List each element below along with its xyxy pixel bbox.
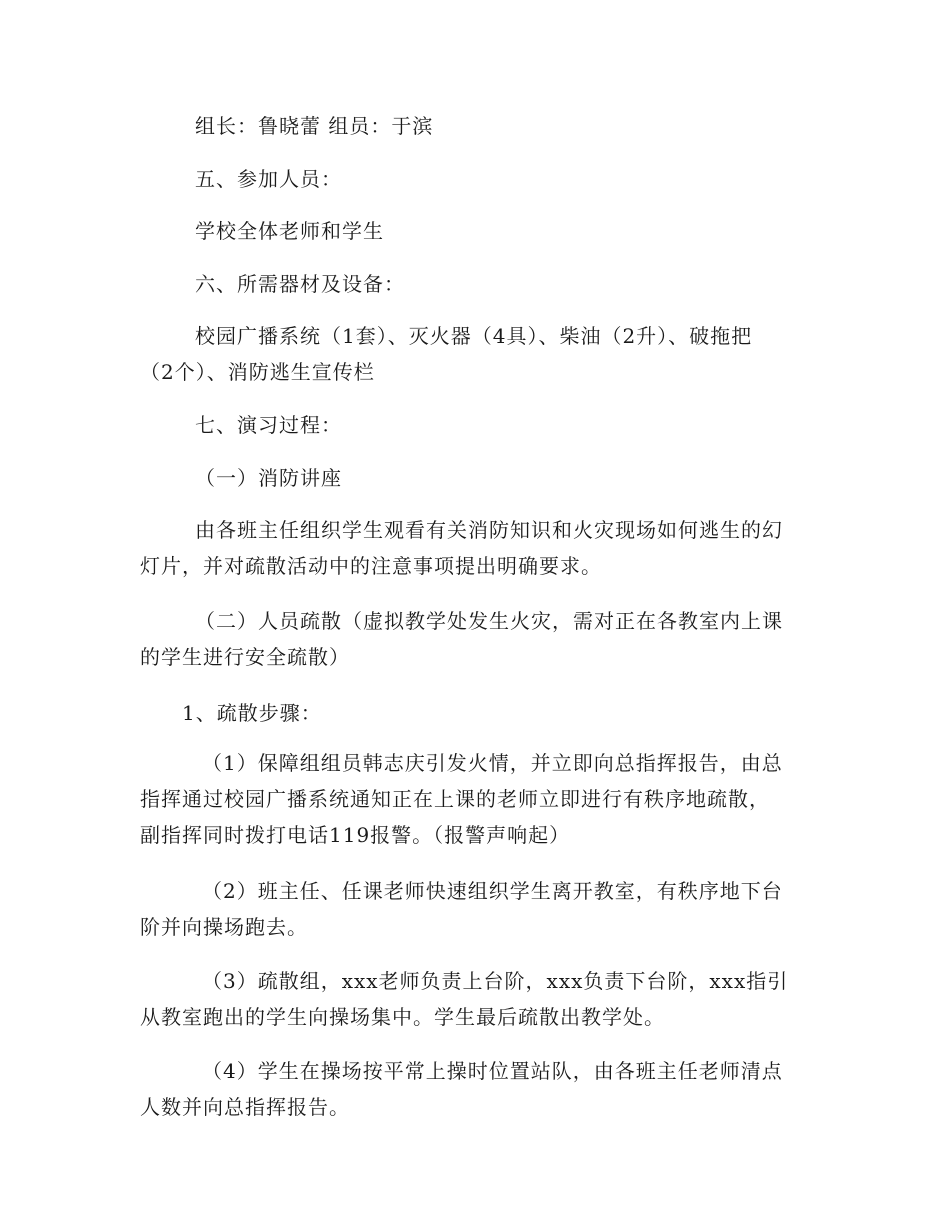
text-line: 组长：鲁晓蕾 组员：于滨 [195, 114, 434, 138]
text-line: 阶并向操场跑去。 [140, 915, 308, 939]
section-6-heading [140, 266, 810, 302]
text-line: （2个）、消防逃生宣传栏 [140, 360, 375, 384]
lecture-paragraph [140, 512, 810, 584]
text-line: 指挥通过校园广播系统通知正在上课的老师立即进行有秩序地疏散， [140, 787, 770, 811]
subsection-2-paragraph [140, 603, 810, 675]
text-line: 人数并向总指挥报告。 [140, 1095, 350, 1119]
text-line: （2）班主任、任课老师快速组织学生离开教室，有秩序地下台 [202, 879, 783, 903]
text-line: （3）疏散组，xxx老师负责上台阶，xxx负责下台阶，xxx指引 [202, 969, 789, 993]
text-line: 校园广播系统（1套）、灭火器（4具）、柴油（2升）、破拖把 [195, 324, 753, 348]
text-line: 六、所需器材及设备： [195, 272, 405, 296]
text-line: 1、疏散步骤： [182, 701, 322, 725]
text-line: 学校全体老师和学生 [195, 219, 384, 243]
text-line: 五、参加人员： [195, 167, 342, 191]
step-4-paragraph [140, 1053, 810, 1125]
text-line: 灯片，并对疏散活动中的注意事项提出明确要求。 [140, 554, 602, 578]
section-5-heading [140, 161, 810, 197]
equipment-paragraph [140, 318, 810, 390]
text-line: （1）保障组组员韩志庆引发火情，并立即向总指挥报告，由总 [202, 751, 783, 775]
step-2-paragraph [140, 873, 810, 945]
text-line: 的学生进行安全疏散） [140, 645, 350, 669]
text-line: （4）学生在操场按平常上操时位置站队，由各班主任老师清点 [202, 1059, 783, 1083]
participants-line [140, 213, 810, 249]
section-7-heading [140, 407, 810, 443]
text-line: （二）人员疏散（虚拟教学处发生火灾，需对正在各教室内上课 [195, 609, 783, 633]
text-line: 由各班主任组织学生观看有关消防知识和火灾现场如何逃生的幻 [195, 518, 783, 542]
steps-heading [140, 695, 810, 731]
text-line: 七、演习过程： [195, 413, 342, 437]
step-1-paragraph [140, 745, 810, 853]
subsection-1-heading [140, 460, 810, 496]
text-line: （一）消防讲座 [195, 466, 342, 490]
group-leader-line [140, 108, 810, 144]
step-3-paragraph [140, 963, 810, 1035]
text-line: 从教室跑出的学生向操场集中。学生最后疏散出教学处。 [140, 1005, 665, 1029]
text-line: 副指挥同时拨打电话119报警。（报警声响起） [140, 823, 571, 847]
